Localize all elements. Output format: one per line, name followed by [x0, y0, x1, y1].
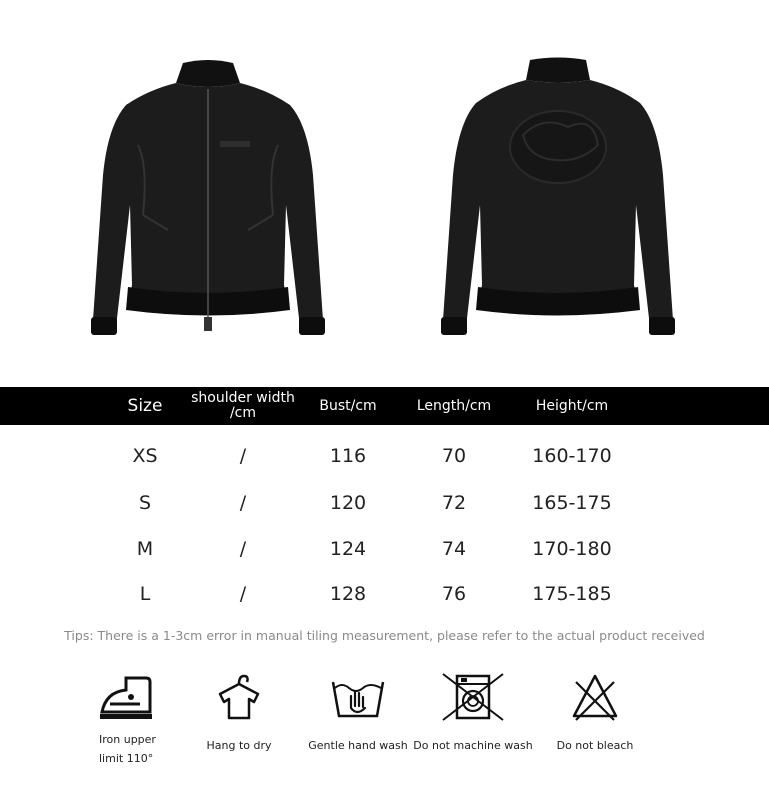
cell-shoulder: / [239, 538, 247, 560]
hang-dry-icon [214, 672, 264, 722]
table-row [0, 529, 769, 569]
care-item-hand-wash [298, 672, 418, 755]
care-item-iron [67, 672, 187, 768]
cell-length: 70 [441, 445, 467, 467]
table-row [0, 483, 769, 523]
cell-height: 175-185 [532, 583, 612, 605]
cell-length: 74 [441, 538, 467, 560]
hand-wash-icon [329, 672, 387, 722]
measurement-tips: Tips: There is a 1-3cm error in manual tiling measurement, please refer to the actual product received [64, 628, 705, 643]
hang-dry-label: Hang to dry [206, 739, 272, 752]
cell-height: 170-180 [532, 538, 612, 560]
cell-bust: 128 [329, 583, 367, 605]
cell-bust: 116 [329, 445, 367, 467]
header-height: Height/cm [535, 398, 609, 414]
cell-size: M [136, 538, 154, 560]
cell-size: S [138, 492, 152, 514]
size-table-header [0, 387, 769, 425]
iron-icon [96, 672, 158, 722]
no-bleach-icon [570, 672, 620, 722]
cell-bust: 124 [329, 538, 367, 560]
header-length: Length/cm [416, 398, 492, 414]
jacket-front-image [88, 55, 328, 340]
table-row [0, 436, 769, 476]
jacket-back-image [438, 55, 678, 340]
no-machine-wash-label: Do not machine wash [413, 739, 533, 752]
care-item-hang-dry [179, 672, 299, 755]
cell-size: XS [132, 445, 158, 467]
cell-length: 76 [441, 583, 467, 605]
cell-shoulder: / [239, 445, 247, 467]
care-item-no-machine-wash [413, 672, 533, 755]
iron-label-line1: Iron upper [99, 733, 156, 746]
iron-label-line2: limit 110° [99, 752, 154, 765]
no-bleach-label: Do not bleach [556, 739, 634, 752]
hand-wash-label: Gentle hand wash [308, 739, 408, 752]
cell-height: 160-170 [532, 445, 612, 467]
cell-shoulder: / [239, 583, 247, 605]
header-bust: Bust/cm [319, 398, 377, 414]
cell-bust: 120 [329, 492, 367, 514]
cell-size: L [139, 583, 151, 605]
header-shoulder-width: shoulder width /cm [191, 390, 295, 421]
product-photos [0, 0, 769, 380]
cell-height: 165-175 [532, 492, 612, 514]
no-machine-wash-icon [441, 672, 505, 722]
care-item-no-bleach [535, 672, 655, 755]
header-size: Size [127, 396, 163, 416]
table-row [0, 574, 769, 614]
cell-shoulder: / [239, 492, 247, 514]
cell-length: 72 [441, 492, 467, 514]
